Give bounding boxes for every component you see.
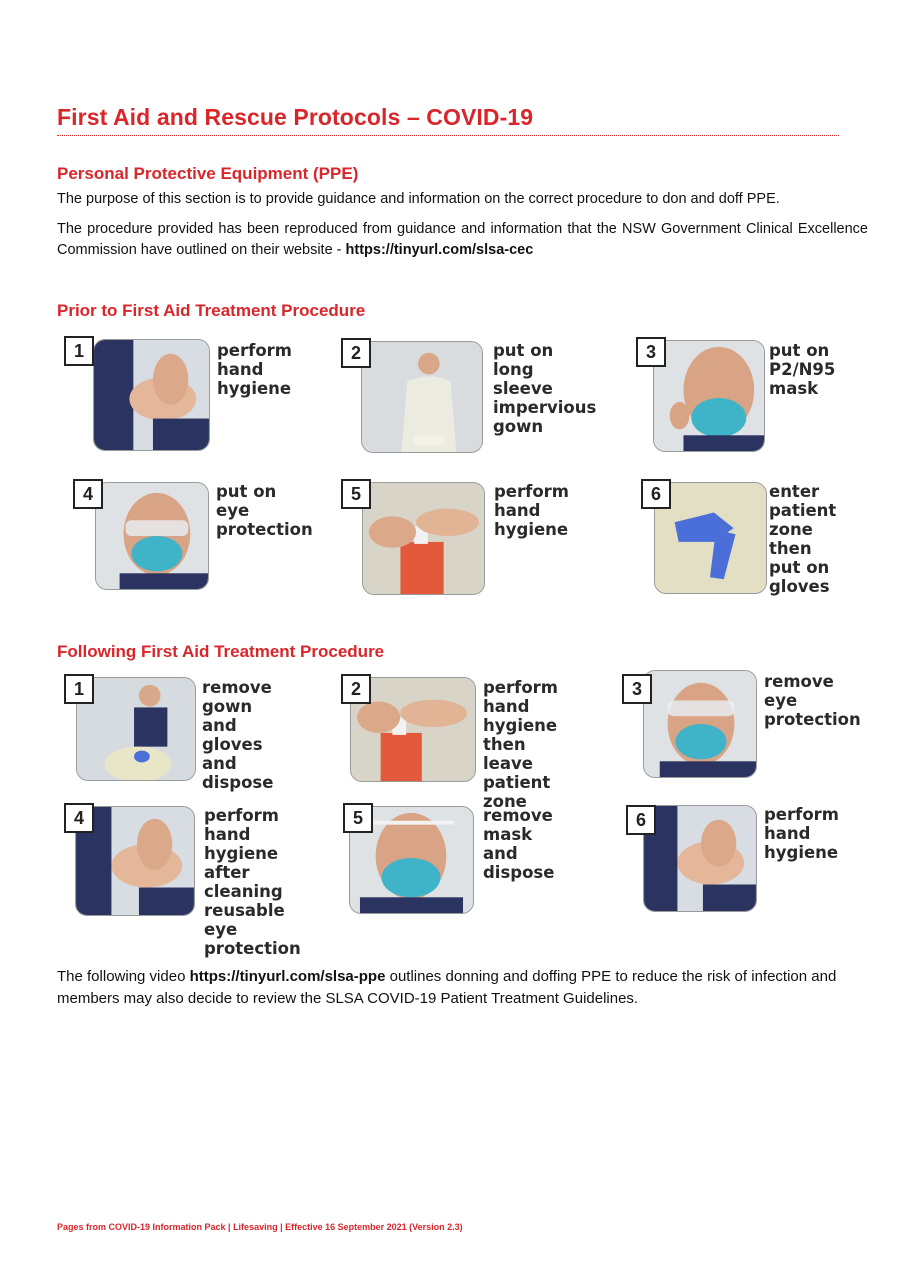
step-label: put on P2/N95 mask	[769, 341, 836, 398]
ppe-purpose-paragraph: The purpose of this section is to provide guidance and information on the correct procedure to don and doff PPE.	[57, 191, 780, 207]
ppe-source-paragraph	[57, 219, 868, 261]
video-paragraph	[57, 966, 847, 1010]
step-label: remove mask and dispose	[483, 806, 555, 882]
final-hand-hygiene-photo	[643, 805, 757, 912]
ppe-heading: Personal Protective Equipment (PPE)	[57, 164, 359, 183]
step-label: remove gown and gloves and dispose	[202, 678, 274, 792]
step-label: remove eye protection	[764, 672, 861, 729]
page-title: First Aid and Rescue Protocols – COVID-19	[57, 104, 534, 130]
hands-icon	[644, 806, 756, 911]
prior-heading: Prior to First Aid Treatment Procedure	[57, 301, 366, 320]
step-number: 4	[64, 803, 94, 833]
step-label: put on long sleeve impervious gown	[493, 341, 597, 436]
video-text-before: The following video	[57, 968, 190, 985]
remove-eye-protection-photo	[643, 670, 757, 778]
step-label: perform hand hygiene	[217, 341, 292, 398]
gown-photo	[361, 341, 483, 453]
step-label: put on eye protection	[216, 482, 313, 539]
ppe-source-text: The procedure provided has been reproduced from guidance and information that the NSW Government Clinical Excellence Commission have outlined on their website -	[57, 221, 868, 258]
following-heading: Following First Aid Treatment Procedure	[57, 642, 385, 661]
mask-icon	[654, 341, 764, 451]
hand-hygiene-photo	[93, 339, 210, 451]
step-number: 4	[73, 479, 103, 509]
title-divider	[57, 135, 839, 136]
page-footer: Pages from COVID-19 Information Pack | Lifesaving | Effective 16 September 2021 (Version 2.3)	[57, 1222, 463, 1232]
step-label: enter patient zone then put on gloves	[769, 482, 837, 596]
step-number: 3	[636, 337, 666, 367]
step-number: 6	[641, 479, 671, 509]
step-number: 2	[341, 674, 371, 704]
step-number: 5	[341, 479, 371, 509]
step-label: perform hand hygiene after cleaning reusable eye protection	[204, 806, 301, 958]
gown-removal-icon	[77, 678, 195, 780]
step-label: perform hand hygiene then leave patient zone	[483, 678, 558, 811]
mask-photo	[653, 340, 765, 452]
video-text-after: outlines donning and doffing PPE to reduce the risk of infection and members may also decide to review the SLSA COVID-19 Patient Treatment Guidelines.	[57, 968, 837, 1007]
glove-icon	[655, 483, 766, 593]
step-number: 1	[64, 674, 94, 704]
eye-protection-photo	[95, 482, 209, 590]
goggles-icon	[96, 483, 208, 589]
cec-link[interactable]: https://tinyurl.com/slsa-cec	[345, 242, 534, 258]
step-number: 2	[341, 338, 371, 368]
goggles-icon	[644, 671, 756, 777]
step-label: perform hand hygiene	[764, 805, 839, 862]
step-label: perform hand hygiene	[494, 482, 569, 539]
hands-icon	[94, 340, 209, 450]
step-number: 5	[343, 803, 373, 833]
remove-gown-photo	[76, 677, 196, 781]
step-number: 6	[626, 805, 656, 835]
step-number: 3	[622, 674, 652, 704]
gown-icon	[362, 342, 482, 452]
step-number: 1	[64, 336, 94, 366]
sanitiser-icon	[363, 483, 484, 594]
ppe-video-link[interactable]: https://tinyurl.com/slsa-ppe	[189, 968, 386, 985]
sanitiser-photo	[362, 482, 485, 595]
